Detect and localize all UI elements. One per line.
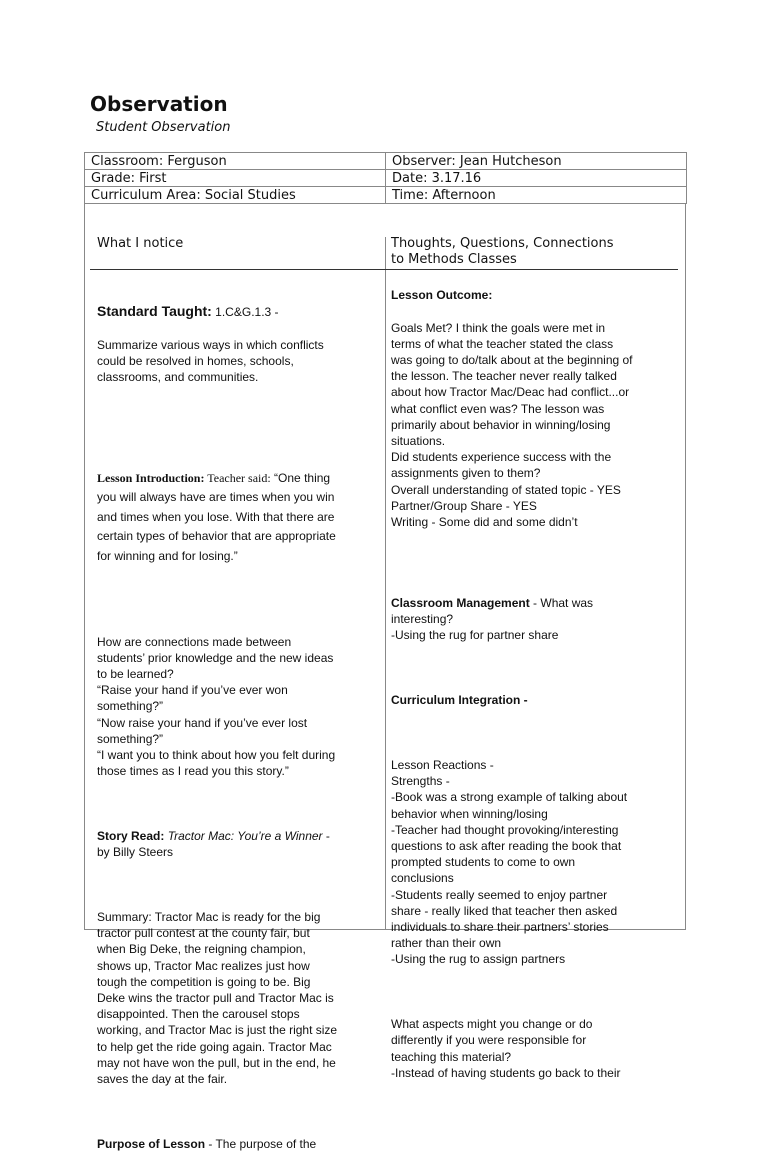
left-column-heading: What I notice bbox=[97, 236, 184, 251]
purpose-text: - The purpose of the bbox=[205, 1136, 317, 1151]
management-label: Classroom Management bbox=[391, 596, 530, 611]
table-row bbox=[85, 170, 687, 187]
standard-label: Standard Taught: bbox=[97, 303, 212, 320]
outcome-text: Goals Met? I think the goals were met in terms of what the teacher stated the class was going to do/talk about at the beginning of the lesson. The teacher never really talked about how Tractor Mac/Deac had conflict...or what conflict even was? The lesson was primarily about behavior in winning/losing situations. Did students experience success with the assignments given to them? Overall understanding of stated topic - YES Partner/Group Share - YES Writing - Some did and some didn’t bbox=[391, 320, 633, 530]
right-column bbox=[391, 271, 683, 1097]
observation-info-table bbox=[84, 152, 687, 204]
classroom-cell: Classroom: Ferguson bbox=[85, 153, 386, 170]
grade-cell: Grade: First bbox=[85, 170, 386, 187]
integration-label: Curriculum Integration - bbox=[391, 693, 528, 708]
connections-text: How are connections made between students’ prior knowledge and the new ideas to be learned? “Raise your hand if you’ve ever won something?” “Now raise your hand if you’ve ever lost something?” “I want you to think about how you felt during those times as I read you this story.” bbox=[97, 634, 336, 779]
curriculum-cell: Curriculum Area: Social Studies bbox=[85, 187, 386, 204]
standard-text: Summarize various ways in which conflicts could be resolved in homes, schools, classrooms, and communities. bbox=[97, 337, 324, 385]
purpose-label: Purpose of Lesson bbox=[97, 1136, 206, 1151]
date-cell: Date: 3.17.16 bbox=[386, 170, 687, 187]
intro-label: Lesson Introduction: bbox=[97, 471, 205, 486]
outcome-label: Lesson Outcome: bbox=[391, 288, 493, 303]
story-title: Tractor Mac: You’re a Winner bbox=[164, 829, 323, 844]
intro-quote: you will always have are times when you win and times when you lose. With that there are certain types of behavior that are appropriate for winning and for losing.” bbox=[97, 490, 336, 563]
summary-text: Summary: Tractor Mac is ready for the big tractor pull contest at the county fair, but when Big Deke, the reigning champion, shows up, Tractor Mac realizes just how tough the competition is going to be. Big Deke wins the tractor pull and Tractor Mac is disappointed. Then the carousel stops working, and Tractor Mac is just the right size to help get the ride going again. Tractor Mac may not have won the pull, but in the end, he saves the day at the fair. bbox=[97, 910, 338, 1087]
story-label: Story Read: bbox=[97, 829, 165, 844]
management-text: - What was interesting? -Using the rug for partner share bbox=[391, 596, 594, 643]
right-column-heading: Thoughts, Questions, Connections to Methods Classes bbox=[391, 236, 614, 267]
intro-text: “One thing bbox=[270, 471, 331, 486]
page-subtitle: Student Observation bbox=[96, 120, 231, 135]
change-text: What aspects might you change or do differently if you were responsible for teaching this material? -Instead of having students go back to their bbox=[391, 1017, 621, 1080]
time-cell: Time: Afternoon bbox=[386, 187, 687, 204]
story-author: - by Billy Steers bbox=[97, 829, 330, 860]
heading-divider bbox=[90, 269, 678, 270]
intro-said: Teacher said: bbox=[204, 471, 271, 486]
table-row bbox=[85, 187, 687, 204]
page-title: Observation bbox=[90, 92, 228, 116]
standard-code: 1.C&G.1.3 - bbox=[211, 305, 279, 320]
observer-cell: Observer: Jean Hutcheson bbox=[386, 153, 687, 170]
column-divider bbox=[385, 237, 386, 930]
reactions-text: Lesson Reactions - Strengths - -Book was a strong example of talking about behavior when winning/losing -Teacher had thought provoking/interesting questions to ask after reading the book that prompted students to come to own conclusions -Students really seemed to enjoy partner share - really liked that teacher then asked individuals to share their partners’ stories rather than their own -Using the rug to assign partners bbox=[391, 758, 628, 967]
left-column bbox=[97, 287, 381, 1168]
table-row bbox=[85, 153, 687, 170]
